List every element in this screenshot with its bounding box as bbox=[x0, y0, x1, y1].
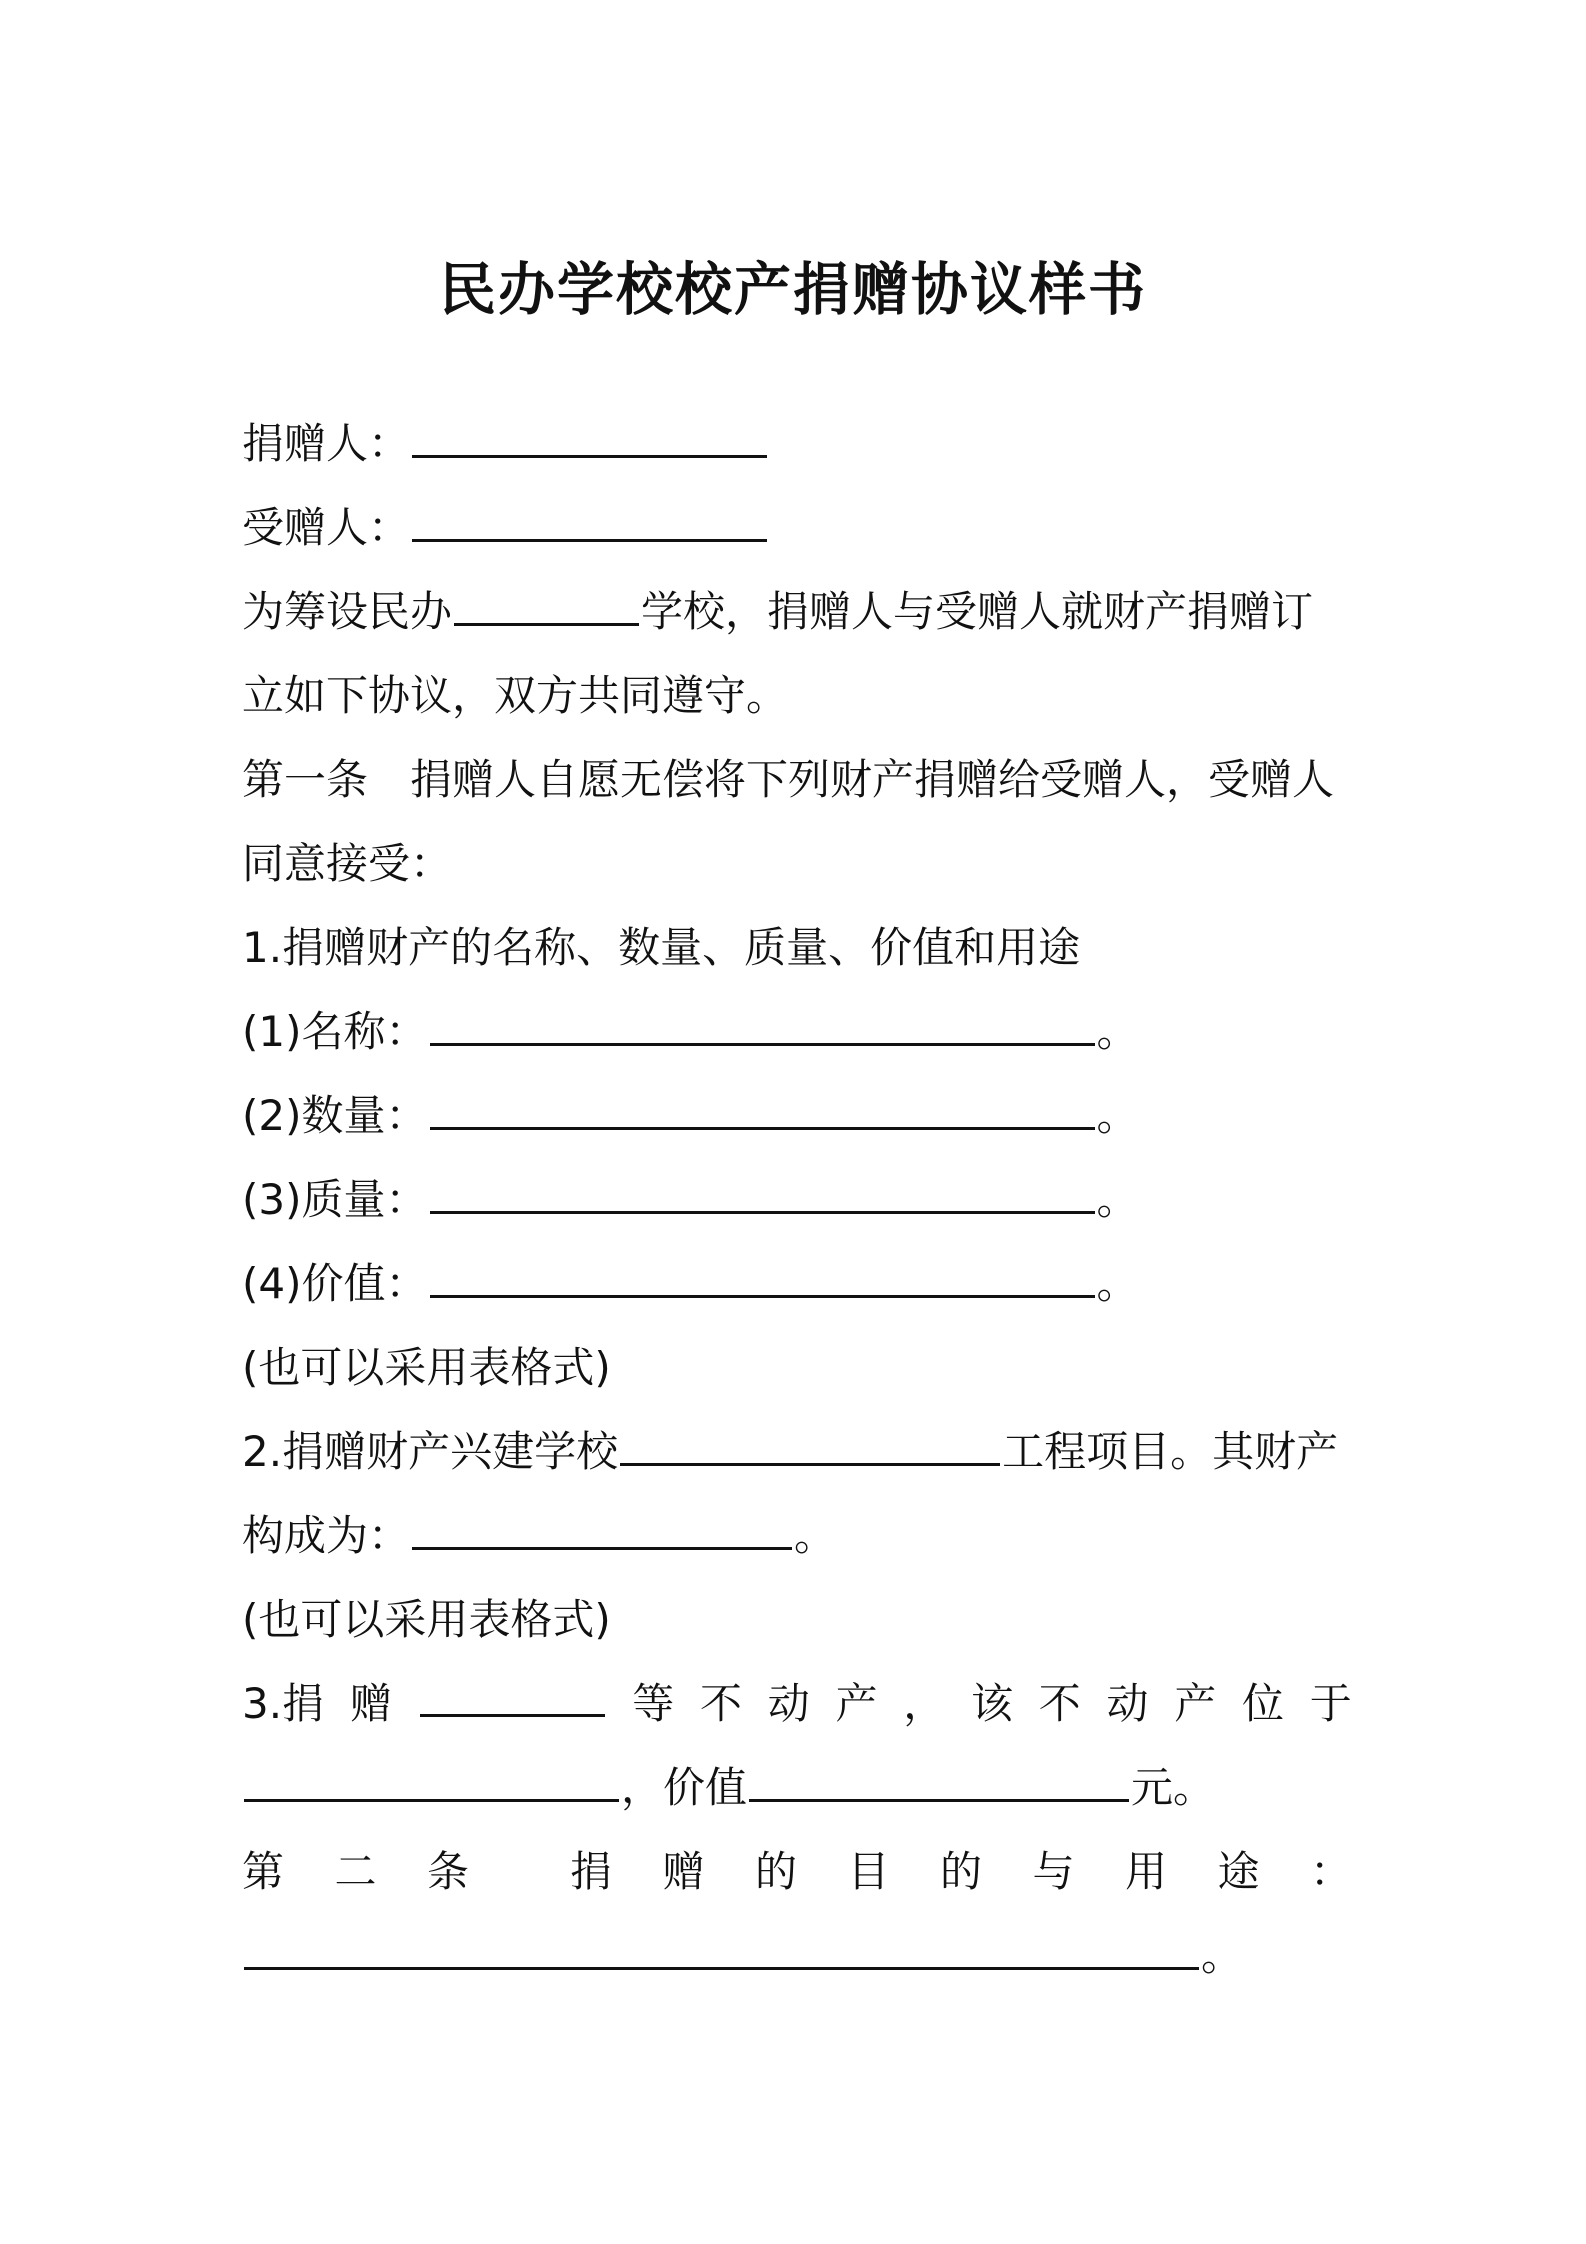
article-2-char: 条 bbox=[427, 1847, 470, 1896]
intro-text-b: 学校，捐赠人与受赠人就财产捐赠订 bbox=[641, 587, 1314, 636]
item-3-char: 该 bbox=[971, 1679, 1014, 1728]
item-3-char: ， bbox=[903, 1679, 946, 1728]
intro-text-c: 立如下协议，双方共同遵守。 bbox=[242, 671, 789, 720]
article-2-char: ： bbox=[1309, 1847, 1352, 1896]
quality-blank[interactable] bbox=[430, 1171, 1095, 1214]
item-3-unit: 元。 bbox=[1131, 1763, 1216, 1812]
item-1-heading-text: 1.捐赠财产的名称、数量、质量、价值和用途 bbox=[242, 923, 1081, 972]
item-2-text-c: 构成为： bbox=[242, 1511, 411, 1560]
article-2-char: 第 bbox=[242, 1847, 285, 1896]
article-2-char: 的 bbox=[754, 1847, 797, 1896]
item-3-line-1 bbox=[242, 1674, 1352, 1734]
article-2-char: 的 bbox=[939, 1847, 982, 1896]
period: 。 bbox=[794, 1511, 837, 1560]
intro-line-1 bbox=[242, 582, 1352, 642]
name-label: (1)名称： bbox=[242, 1007, 428, 1056]
article-2-char: 途 bbox=[1217, 1847, 1260, 1896]
item-2-line-1 bbox=[242, 1422, 1352, 1482]
article-1-line-2 bbox=[242, 834, 1352, 894]
period: 。 bbox=[1096, 1091, 1139, 1140]
composition-blank[interactable] bbox=[412, 1507, 792, 1550]
article-2-char: 与 bbox=[1032, 1847, 1075, 1896]
value-blank[interactable] bbox=[430, 1255, 1095, 1298]
school-name-blank[interactable] bbox=[454, 583, 639, 626]
article-2-char: 二 bbox=[334, 1847, 377, 1896]
item-3-char: 产 bbox=[1174, 1679, 1217, 1728]
article-2-char: 目 bbox=[847, 1847, 890, 1896]
donee-label: 受赠人： bbox=[242, 503, 411, 552]
item-1-heading bbox=[242, 918, 1352, 978]
quantity-label: (2)数量： bbox=[242, 1091, 428, 1140]
name-blank[interactable] bbox=[430, 1003, 1095, 1046]
item-3-char: 动 bbox=[1106, 1679, 1149, 1728]
item-3-char: 不 bbox=[1038, 1679, 1081, 1728]
donor-line bbox=[242, 414, 1352, 474]
item-2-line-2 bbox=[242, 1506, 1352, 1566]
item-3-line-2 bbox=[242, 1758, 1352, 1818]
donee-line bbox=[242, 498, 1352, 558]
item-3-char: 于 bbox=[1309, 1679, 1352, 1728]
item-2-text-a: 2.捐赠财产兴建学校 bbox=[242, 1427, 619, 1476]
table-note-text: (也可以采用表格式) bbox=[242, 1595, 611, 1644]
item-3-char: 等 bbox=[632, 1679, 675, 1728]
article-2-char: 赠 bbox=[662, 1847, 705, 1896]
item-3-char: 不 bbox=[700, 1679, 743, 1728]
item-3-char: 产 bbox=[835, 1679, 878, 1728]
donor-blank[interactable] bbox=[412, 415, 767, 458]
intro-text-a: 为筹设民办 bbox=[242, 587, 453, 636]
item-2-text-b: 工程项目。其财产 bbox=[1002, 1427, 1339, 1476]
purpose-blank[interactable] bbox=[244, 1927, 1199, 1970]
item-3-char: 位 bbox=[1242, 1679, 1285, 1728]
item-3-char: 3.捐 bbox=[242, 1679, 325, 1728]
document-title: 民办学校校产捐赠协议样书 bbox=[439, 257, 1147, 323]
article-2-line-1 bbox=[242, 1842, 1352, 1902]
article-1-text: 第一条 捐赠人自愿无偿将下列财产捐赠给受赠人，受赠人 bbox=[242, 755, 1335, 804]
article-2-char: 捐 bbox=[569, 1847, 612, 1896]
project-blank[interactable] bbox=[620, 1423, 1000, 1466]
quantity-blank[interactable] bbox=[430, 1087, 1095, 1130]
article-2-line-2 bbox=[242, 1926, 1352, 1986]
value-line bbox=[242, 1254, 1352, 1314]
value-label: (4)价值： bbox=[242, 1259, 428, 1308]
table-note-1 bbox=[242, 1338, 1352, 1398]
quantity-line bbox=[242, 1086, 1352, 1146]
donor-label: 捐赠人： bbox=[242, 419, 411, 468]
item-3-char: 赠 bbox=[349, 1679, 392, 1728]
article-2-char: 用 bbox=[1124, 1847, 1167, 1896]
item-3-char: 动 bbox=[767, 1679, 810, 1728]
table-note-2 bbox=[242, 1590, 1352, 1650]
period: 。 bbox=[1096, 1007, 1139, 1056]
amount-blank[interactable] bbox=[749, 1759, 1129, 1802]
period: 。 bbox=[1201, 1931, 1244, 1980]
period: 。 bbox=[1096, 1259, 1139, 1308]
real-estate-blank[interactable] bbox=[420, 1674, 605, 1717]
article-1-line-1 bbox=[242, 750, 1352, 810]
period: 。 bbox=[1096, 1175, 1139, 1224]
table-note-text: (也可以采用表格式) bbox=[242, 1343, 611, 1392]
donee-blank[interactable] bbox=[412, 499, 767, 542]
name-line bbox=[242, 1002, 1352, 1062]
location-blank[interactable] bbox=[244, 1759, 619, 1802]
article-1-text-b: 同意接受： bbox=[242, 839, 453, 888]
quality-line bbox=[242, 1170, 1352, 1230]
intro-line-2 bbox=[242, 666, 1352, 726]
quality-label: (3)质量： bbox=[242, 1175, 428, 1224]
item-3-value-label: ，价值 bbox=[621, 1763, 748, 1812]
